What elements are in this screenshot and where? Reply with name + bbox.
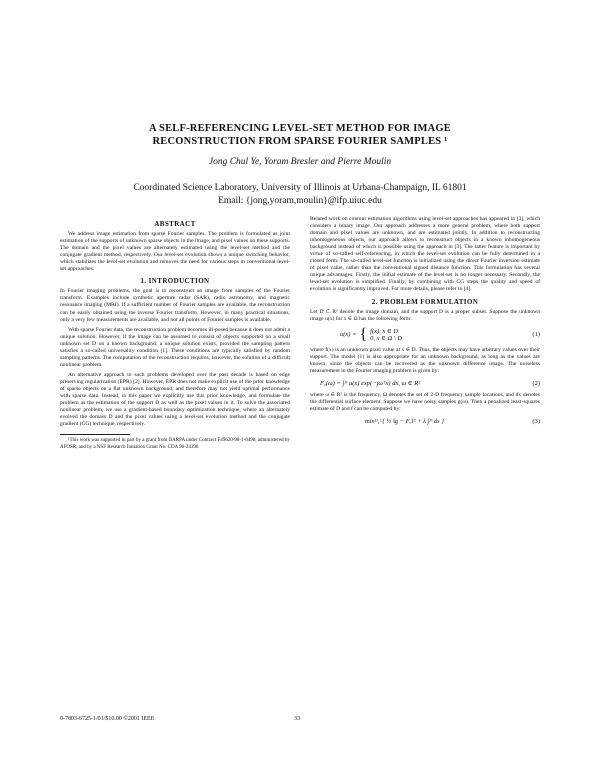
equation-1-case-1: f(x), x ∈ D xyxy=(370,327,399,335)
equation-3 xyxy=(310,418,540,425)
email: Email: {jong,yoram,moulin}@ifp.uiuc.edu xyxy=(218,196,382,206)
equation-3-body: minᴰ,ᶠ { ½ ‖g − Fᵤ‖² + λ ∫ᴰ ds } xyxy=(365,418,444,426)
affiliation-block xyxy=(40,182,560,208)
formulation-paragraph-1: Let D ⊂ R² denote the image domain, and the support D is a proper subset. Suppose the unknown image u(x) for x ∈ Ω has the following form: xyxy=(310,308,540,322)
footnote: ¹This work was supported in part by a grant from DARPA under Contract F49620-98-1-0498, administered by AFOSR, and by a NSF Research Initiation Grant No. CDA 96-24396 xyxy=(60,438,290,450)
equation-2 xyxy=(310,380,540,387)
equation-1-lhs: u(x) = xyxy=(340,331,357,339)
title-line-2: RECONSTRUCTION FROM SPARSE FOURIER SAMPLES ¹ xyxy=(152,136,448,147)
left-column xyxy=(60,216,290,451)
equation-1-number: (1) xyxy=(532,331,540,339)
equation-1-case-2: 0, x ∈ Ω \ D xyxy=(370,334,403,342)
intro-paragraph-3: An alternative approach to such problems developed over the past decade is based on edge preserving regularization (EPR) [2]. However, EPR does not make explicit use of the prior knowledge of sparse objects on a flat unknown background, and therefore may not yield optimal performance with sparse data. Instead, in this paper we explicitly use this prior knowledge, and formulate the problem as the estimation of the support D as well as the pixel values in it. To solve the associated nonlinear problem, we use a gradient-based boundary optimization technique, where an alternately evolved the domain D and the pixel values using a level-set evolution method and the conjugate gradient (CG) technique, respectively. xyxy=(60,371,290,428)
equation-1 xyxy=(310,325,540,343)
formulation-paragraph-2: where f(x) is an unknown pixel value at x ∈ D. Thus, the objects may have arbitrary values over their support. The model (1) is also appropriate for an unknown background, as long as the values are known, since the objects can be recovered as the unknown difference image. The noiseless measurement in the Fourier imaging problem is given by: xyxy=(310,346,540,374)
abstract-heading: ABSTRACT xyxy=(154,220,196,228)
authors: Jong Chul Ye, Yoram Bresler and Pierre Moulin xyxy=(208,157,392,167)
brace-symbol: { xyxy=(359,325,368,343)
abstract-text: We address image estimation from sparse Fourier samples. The problem is formulated as joint estimation of the supports of unknown sparse objects in the image, and pixel values on these supports. The domain and the pixel values are alternately estimated using the level-set method and the conjugate gradient method, respectively. Our level-set evolution shows a unique switching behavior, which stabilizes the level-set evolution and removes the need for various steps in conventional level-set approaches. xyxy=(60,231,290,273)
intro-paragraph-2: With sparse Fourier data, the reconstruction problem becomes ill-posed because it does not admit a unique solution. However, if the image can be assumed to consist of objects supported on a small unknown set D on a known background, a unique solution exists, provided the sampling pattern satisfies a so-called universality condition [1]. These conditions are typically satisfied by random sampling patterns. The computation of the reconstruction requires, however, the solution of a difficult nonlinear problem. xyxy=(60,326,290,368)
formulation-heading: 2. PROBLEM FORMULATION xyxy=(371,297,479,306)
equation-2-number: (2) xyxy=(532,379,540,387)
formulation-paragraph-3: where ω ∈ R² is the frequency, Ω denotes the set of 2-D frequency sample locations, and dx denotes the differential surface element. Suppose we have noisy samples g(ω). Then a penalized least-squares estimate of D and f can be computed by: xyxy=(310,391,540,413)
copyright-line: 0-7803-6725-1/01/$10.00 ©2001 IEEE xyxy=(60,716,155,722)
page-number: 33 xyxy=(294,716,300,722)
footnote-rule xyxy=(60,434,130,435)
title-line-1: A SELF-REFERENCING LEVEL-SET METHOD FOR IMAGE xyxy=(149,123,451,134)
intro-paragraph-4: Related work on contour estimation algorithms using level-set approaches has appeared in [3], which considers a binary image. Our approach addresses a more general problem, where both support domain and pixel values are unknown, and are estimated jointly. In addition to reconstructing inhomogeneous objects, our approach allows to reconstruct objects in a known inhomogeneous background instead of which is possible using the approach in [3]. The latter feature is important by virtue of so-called self-referencing, in which the level-set evolution can be fully determined in a closed form. The so-called level-set function is initialized using the direct Fourier inversion estimate of pixel value, rather than the conventional signed distance function. This formulation has several unique advantages. Firstly, the initial estimate of the level-set is no longer necessary. Secondly, the level-set evolution is simplified. Finally, by combining with CG steps the quality and speed of evolution is significantly improved. For more details, please refer to [4]. xyxy=(310,216,540,293)
paper-title xyxy=(60,122,540,148)
equation-2-body: Fᵤ(ω) = ∫ᴰ u(x) exp(−jωᵀx) dx, ω ∈ R² xyxy=(320,379,421,387)
affiliation: Coordinated Science Laboratory, University of Illinois at Urbana-Champaign, IL 61801 xyxy=(133,183,467,193)
intro-paragraph-1: In Fourier imaging problems, the goal is to reconstruct an image from samples of the Fourier transform. Examples include synthetic aperture radar (SAR), radio astronomy, and magnetic resonance imaging (MRI). If a sufficient number of Fourier samples are available, the reconstruction can be easily obtained using the inverse Fourier transform. However, in many practical situations, only a very few measurements are available, and not all points of Fourier samples is available. xyxy=(60,288,290,323)
right-column xyxy=(310,216,540,430)
equation-3-number: (3) xyxy=(532,418,540,426)
intro-heading: 1. INTRODUCTION xyxy=(140,277,210,286)
